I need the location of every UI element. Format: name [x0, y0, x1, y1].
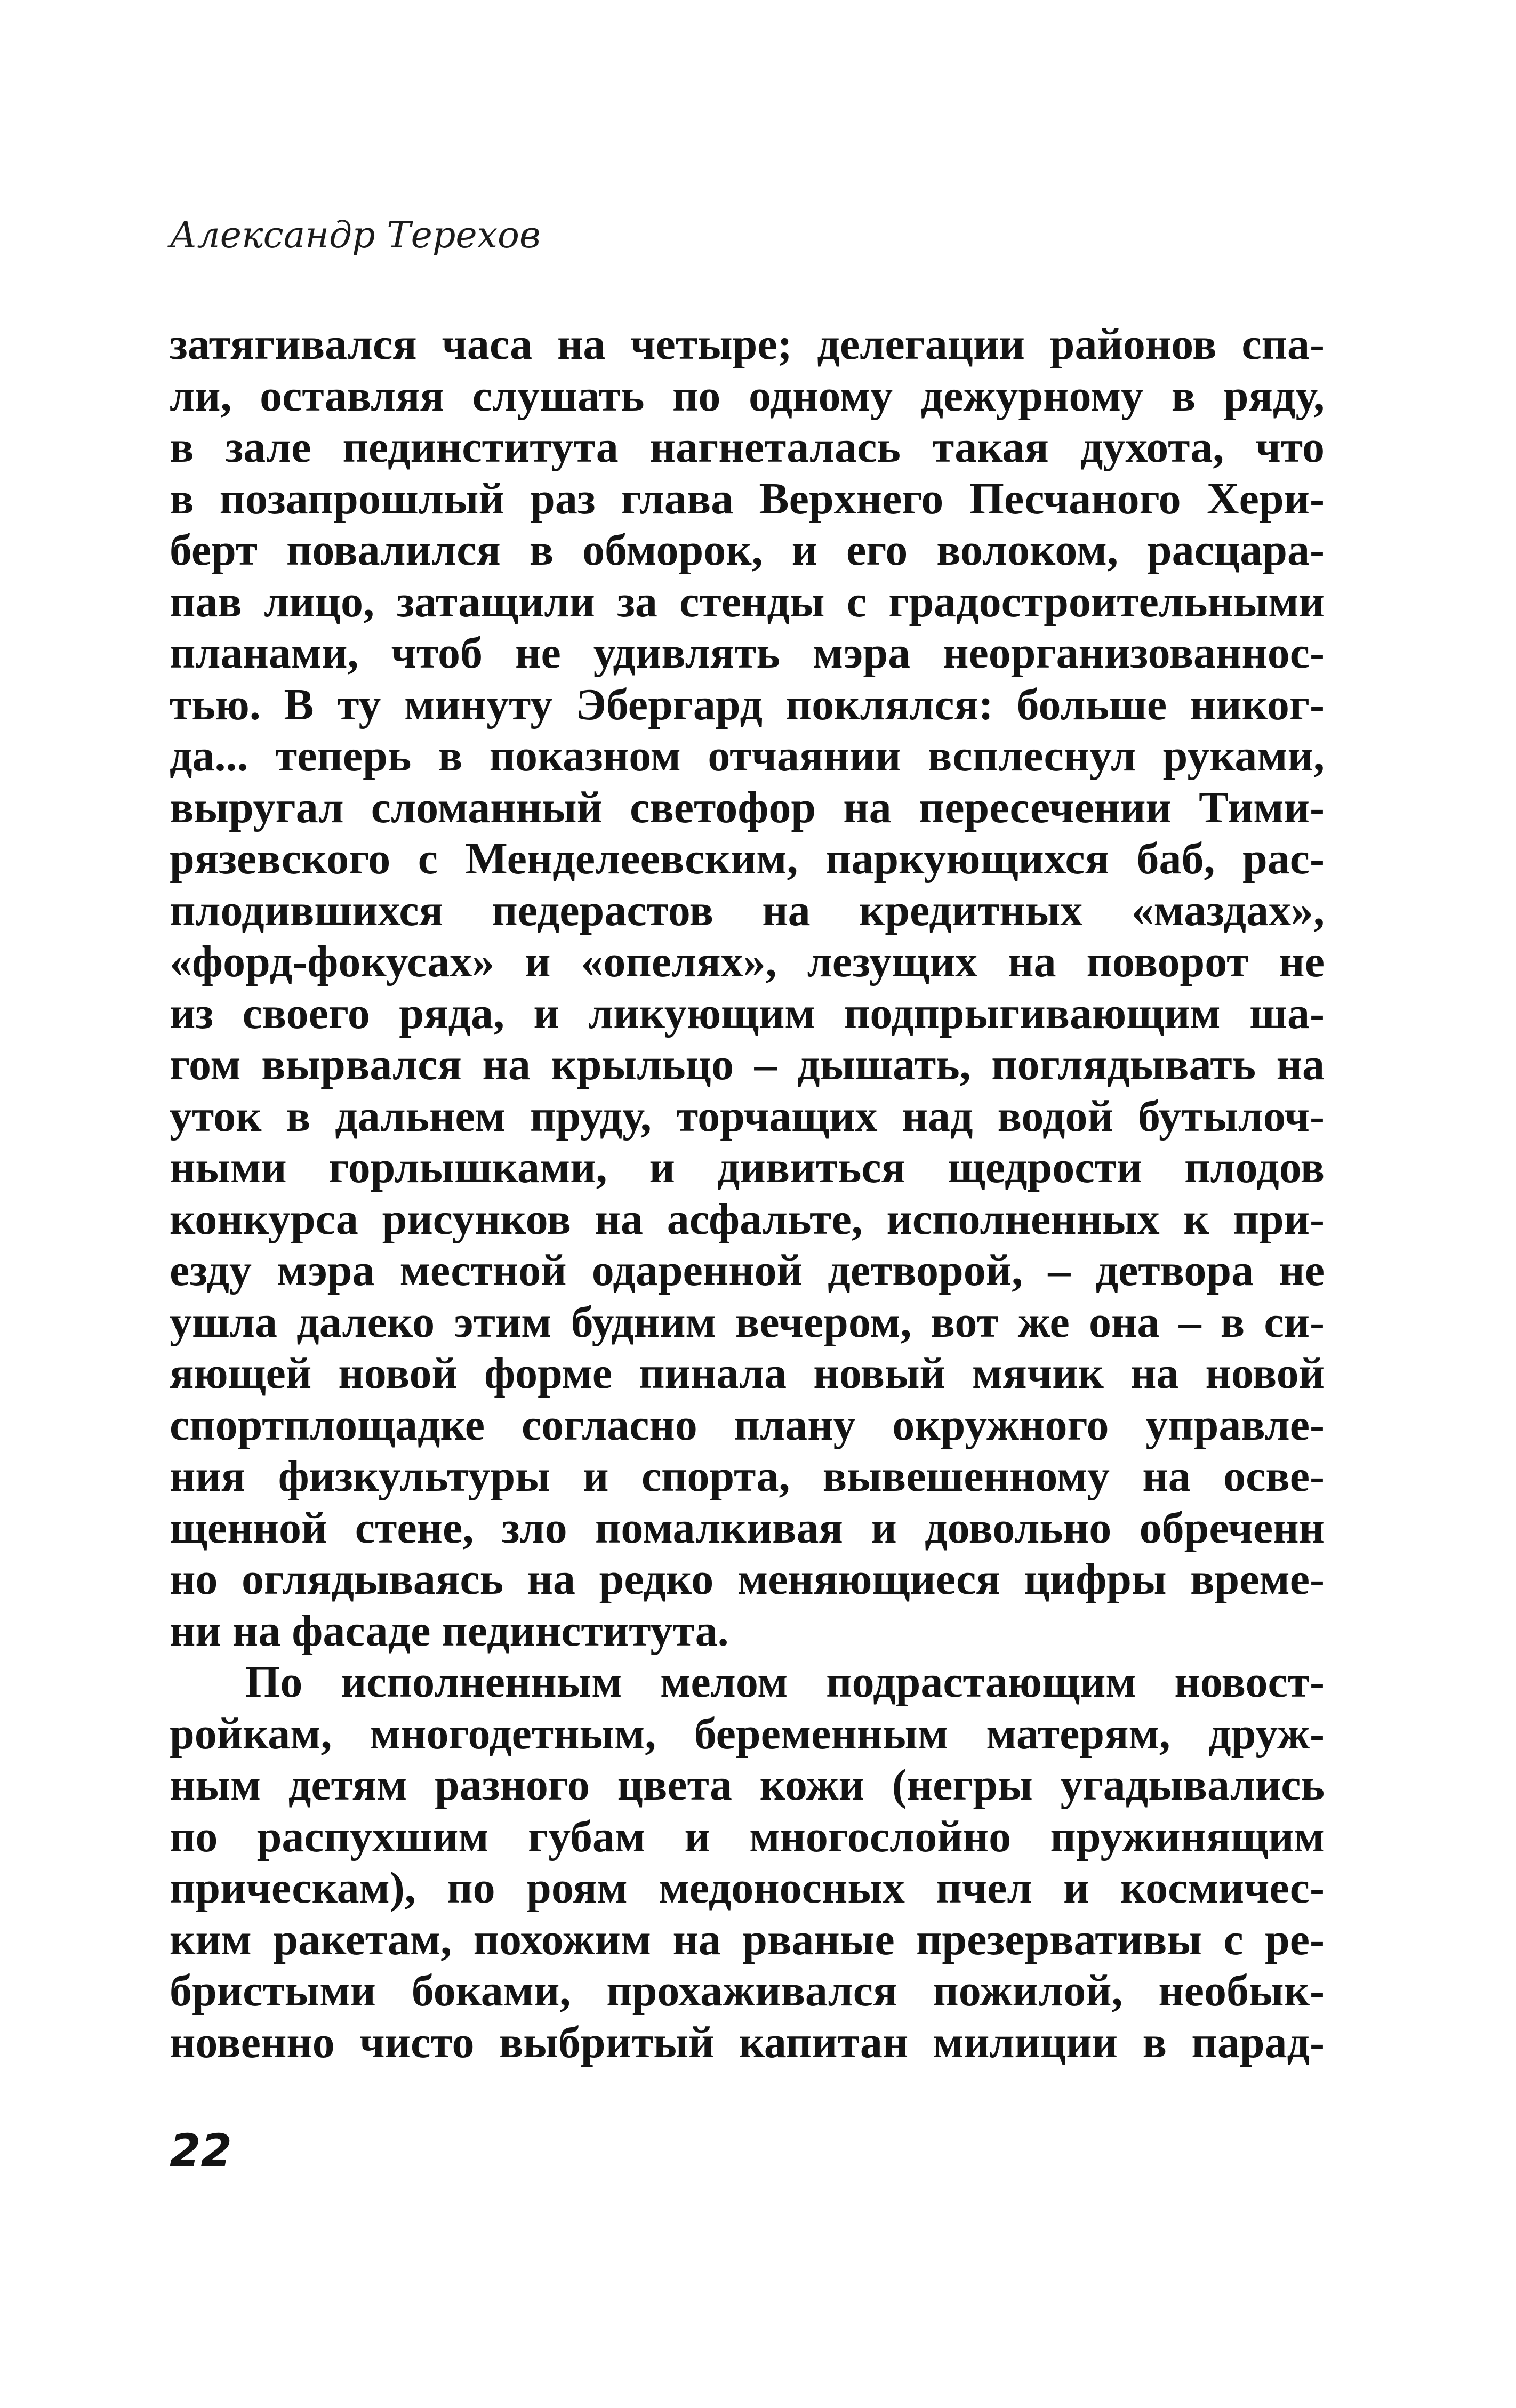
text-line: в позапрошлый раз глава Верхнего Песчаного Хери-	[170, 473, 1325, 524]
paragraph-2	[170, 1657, 1325, 2068]
text-line: из своего ряда, и ликующим подпрыгивающим ша-	[170, 988, 1325, 1038]
text-line: берт повалился в обморок, и его волоком, расцара-	[170, 525, 1325, 575]
text-line: щенной стене, зло помалкивая и довольно обреченн	[170, 1503, 1325, 1553]
text-line: По исполненным мелом подрастающим новост-	[245, 1657, 1325, 1707]
text-line: рязевского с Менделеевским, паркующихся баб, рас-	[170, 834, 1325, 884]
text-line: ушла далеко этим будним вечером, вот же она – в си-	[170, 1297, 1325, 1347]
text-line: спортплощадке согласно плану окружного управле-	[170, 1400, 1325, 1450]
text-line: планами, чтоб не удивлять мэра неорганизованнос-	[170, 628, 1325, 678]
text-line: бристыми боками, прохаживался пожилой, необык-	[170, 1966, 1325, 2016]
text-line: да... теперь в показном отчаянии всплеснул руками,	[170, 731, 1325, 781]
text-line: уток в дальнем пруду, торчащих над водой бутылоч-	[170, 1091, 1325, 1141]
body-text	[170, 319, 1325, 2068]
text-line: ни на фасаде пединститута.	[170, 1606, 729, 1656]
text-line: но оглядываясь на редко меняющиеся цифры време-	[170, 1554, 1325, 1604]
text-line: гом вырвался на крыльцо – дышать, поглядывать на	[170, 1040, 1325, 1089]
text-line: тью. В ту минуту Эбергард поклялся: больше никог-	[170, 679, 1325, 729]
page-number: 22	[170, 2124, 232, 2177]
text-line: затягивался часа на четыре; делегации районов спа-	[170, 319, 1325, 369]
text-line: в зале пединститута нагнеталась такая духота, что	[170, 422, 1325, 472]
running-head: Александр Терехов	[170, 214, 541, 256]
text-line: конкурса рисунков на асфальте, исполненных к при-	[170, 1194, 1325, 1244]
text-line: ным детям разного цвета кожи (негры угадывались	[170, 1760, 1325, 1810]
text-line: ния физкультуры и спорта, вывешенному на осве-	[170, 1451, 1325, 1501]
text-line: ройкам, многодетным, беременным матерям, друж-	[170, 1708, 1325, 1759]
text-line: выругал сломанный светофор на пересечении Тими-	[170, 782, 1325, 832]
text-line: ли, оставляя слушать по одному дежурному в ряду,	[170, 371, 1325, 421]
text-line: прическам), по роям медоносных пчел и космичес-	[170, 1863, 1325, 1913]
text-line: пав лицо, затащили за стенды с градостроительными	[170, 576, 1325, 627]
text-line: по распухшим губам и многослойно пружинящим	[170, 1811, 1325, 1861]
text-line: ким ракетам, похожим на рваные презервативы с ре-	[170, 1914, 1325, 1964]
text-line: плодившихся педерастов на кредитных «маздах»,	[170, 885, 1325, 935]
text-line: езду мэра местной одаренной детворой, – детвора не	[170, 1246, 1325, 1295]
text-line: новенно чисто выбритый капитан милиции в парад-	[170, 2017, 1325, 2067]
text-line: яющей новой форме пинала новый мячик на новой	[170, 1349, 1325, 1398]
paragraph-1	[170, 319, 1325, 1657]
text-line: «форд-фокусах» и «опелях», лезущих на поворот не	[170, 937, 1325, 986]
text-line: ными горлышками, и дивиться щедрости плодов	[170, 1143, 1325, 1192]
